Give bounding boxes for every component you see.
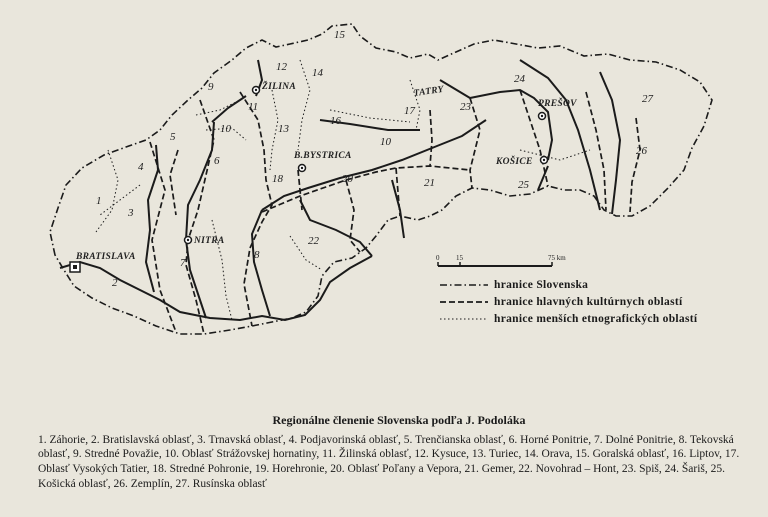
scale-mid: 15 (456, 254, 463, 262)
region-label: 10 (380, 136, 391, 148)
region-label: 2 (112, 277, 118, 289)
region-label: 17 (404, 105, 415, 117)
region-label: 5 (170, 131, 176, 143)
region-label: 12 (276, 61, 287, 73)
tatry-label: TATRY (413, 84, 445, 99)
city-nitra (185, 236, 225, 246)
region-label: 22 (308, 235, 319, 247)
region-label: 20 (342, 173, 353, 185)
legend-item-border (440, 278, 750, 291)
region-label: 25 (518, 179, 529, 191)
legend-symbol-dashdot (440, 280, 488, 290)
legend-symbol-dotted (440, 314, 488, 324)
city-label: B.BYSTRICA (294, 151, 352, 161)
region-label: 1 (96, 195, 102, 207)
region-label: 26 (636, 145, 647, 157)
city-label: KOŠICE (496, 157, 533, 167)
city-label: PREŠOV (538, 99, 577, 109)
legend-item-main-cultural (440, 295, 750, 308)
scale-zero: 0 (436, 254, 440, 262)
city-kosice (495, 154, 548, 167)
region-label: 16 (330, 115, 341, 127)
scale-bar (436, 254, 566, 266)
legend-item-minor-ethno (440, 312, 750, 325)
legend-label: hranice hlavných kultúrnych oblastí (494, 295, 683, 308)
region-label: 13 (278, 123, 289, 135)
region-label: 11 (248, 101, 259, 113)
city-presov (538, 96, 577, 120)
region-label: 9 (208, 81, 214, 93)
region-label: 18 (272, 173, 283, 185)
legend-symbol-dashed (440, 297, 488, 307)
region-label: 21 (424, 177, 435, 189)
region-label: 3 (128, 207, 134, 219)
region-label: 14 (312, 67, 323, 79)
scale-end: 75 km (548, 254, 566, 262)
caption-body: 1. Záhorie, 2. Bratislavská oblasť, 3. Trnavská oblasť, 4. Podjavorinská oblasť, 5. Trenčianska oblasť, 6. Horné Ponitrie, 7. Dolné Ponitrie, 8. Tekovská oblasť, 9. Stredné Považie, 10. Oblasť Strážovskej hornatiny, 11. Žilinská oblasť, 12. Kysuce, 13. Turiec, 14. Orava, 15. Goralská oblasť, 16. Liptov, 17. Oblasť Vysokých Tatier, 18. Stredné Pohronie, 19. Horehronie, 20. Oblasť Poľany a Vepora, 21. Gemer, 22. Novohrad – Hont, 23. Spiš, 24. Šariš, 25. Košická oblasť, 26. Zemplín, 27. Rusínska oblasť (38, 433, 740, 490)
region-label: 10 (220, 123, 231, 135)
region-label: 15 (334, 29, 345, 41)
region-label: 4 (138, 161, 144, 173)
city-label: NITRA (194, 236, 225, 246)
city-label: ŽILINA (262, 82, 296, 92)
region-label: 27 (642, 93, 653, 105)
region-label: 7 (180, 257, 186, 269)
region-label: 24 (514, 73, 525, 85)
region-label: 23 (460, 101, 471, 113)
map-legend (440, 278, 750, 329)
legend-label: hranice Slovenska (494, 278, 589, 291)
map-caption (38, 413, 760, 492)
city-banska-bystrica (293, 151, 352, 172)
caption-title: Regionálne členenie Slovenska podľa J. Podoláka (272, 413, 526, 427)
region-label: 8 (254, 249, 260, 261)
legend-label: hranice menších etnografických oblastí (494, 312, 698, 325)
region-label: 6 (214, 155, 220, 167)
city-label: BRATISLAVA (76, 252, 136, 262)
